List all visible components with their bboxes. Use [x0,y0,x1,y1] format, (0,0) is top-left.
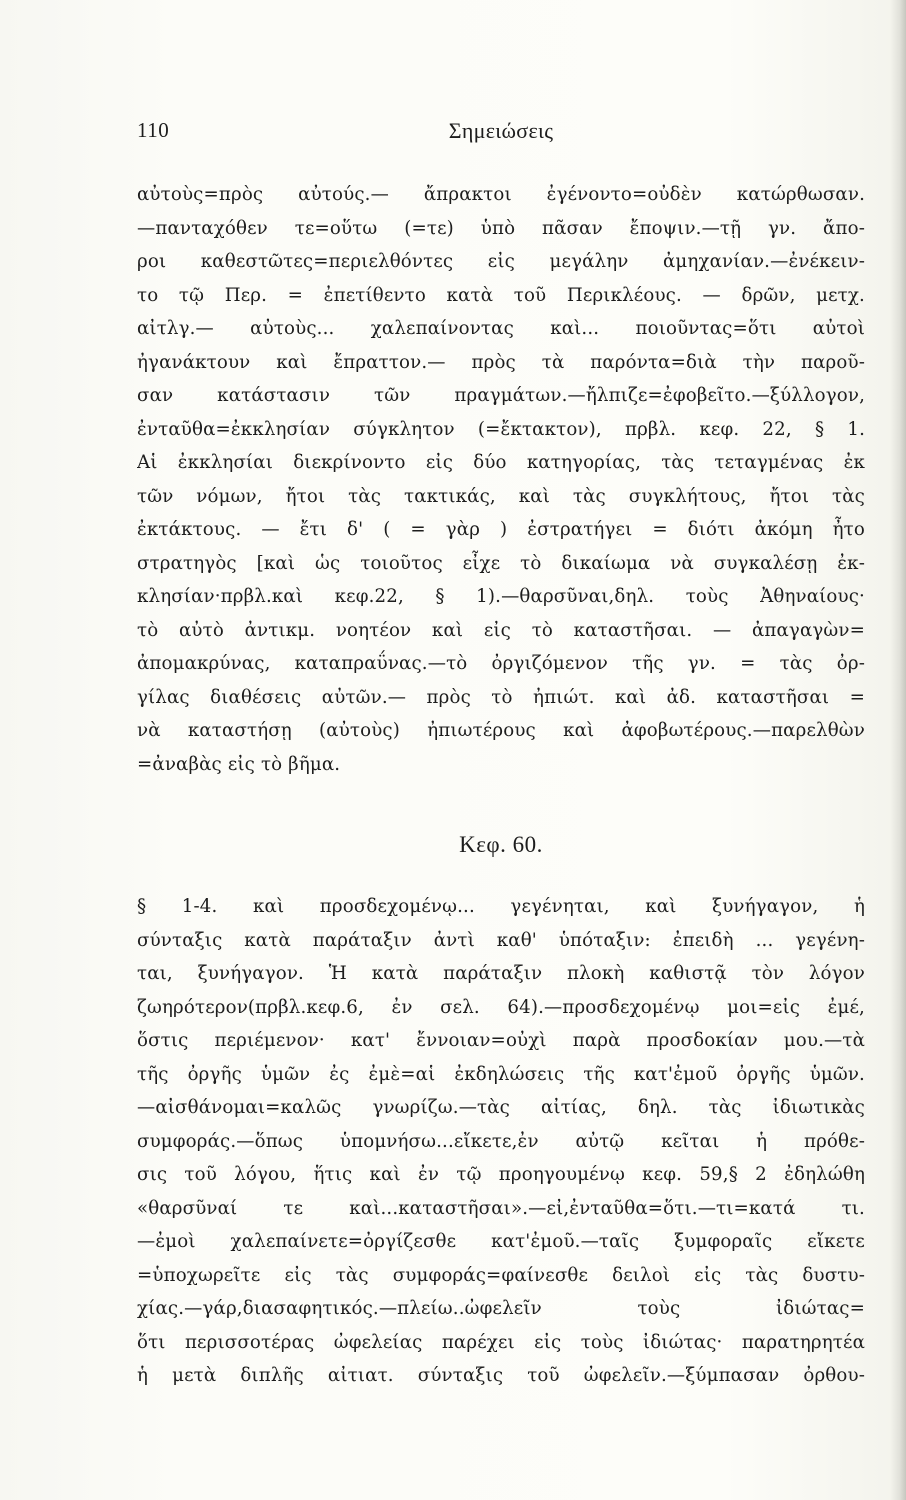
notes-paragraph-2 [137,890,865,1393]
page-edge-shadow [890,0,906,1500]
text-line: =ὑποχωρεῖτε εἰς τὰς συμφοράς=φαίνεσθε δειλοὶ εἰς τὰς δυστυ- [137,1264,865,1286]
text-line: σύνταξις κατὰ παράταξιν ἀντὶ καθ' ὑπόταξιν: ἐπειδὴ ... γεγένη- [137,929,865,951]
text-line: τὸ αὐτὸ ἀντικμ. νοητέον καὶ εἰς τὸ καταστῆσαι. — ἀπαγαγὼν= [137,619,865,641]
text-line: ἀπομακρύνας, καταπραΰνας.—τὸ ὀργιζόμενον τῆς γν. = τὰς ὀρ- [137,653,865,674]
text-line: ἡ μετὰ διπλῆς αἰτιατ. σύνταξις τοῦ ὠφελεῖν.—ξύμπασαν ὀρθου- [137,1365,865,1386]
text-line: στρατηγὸς [καὶ ὡς τοιοῦτος εἶχε τὸ δικαίωμα νὰ συγκαλέσῃ ἐκ- [137,552,865,574]
page-number: 110 [137,118,170,142]
running-title: Σημειώσεις [448,118,554,143]
text-line: συμφοράς.—ὅπως ὑπομνήσω...εἴκετε,ἐν αὐτῷ κεῖται ἡ πρόθε- [137,1130,865,1152]
text-line: ται, ξυνήγαγον. Ἡ κατὰ παράταξιν πλοκὴ καθιστᾷ τὸν λόγον [137,963,865,984]
text-line: αἰτλγ.— αὐτοὺς... χαλεπαίνοντας καὶ... ποιοῦντας=ὅτι αὐτοὶ [137,318,865,339]
text-line: κλησίαν·πρβλ.καὶ κεφ.22, § 1).—θαρσῦναι,δηλ. τοὺς Ἀθηναίους· [137,586,865,607]
text-line: χίας.—γάρ,διασαφητικός.—πλείω..ὠφελεῖν τοὺς ἰδιώτας= [137,1298,865,1319]
text-line: ροι καθεστῶτες=περιελθόντες εἰς μεγάλην ἀμηχανίαν.—ἐνέκειν- [137,251,865,272]
text-line: ἠγανάκτουν καὶ ἔπραττον.— πρὸς τὰ παρόντα=διὰ τὴν παροῦ- [137,351,865,373]
text-line: σις τοῦ λόγου, ἥτις καὶ ἐν τῷ προηγουμένῳ κεφ. 59,§ 2 ἐδηλώθη [137,1164,865,1185]
text-line: ζωηρότερον(πρβλ.κεφ.6, ἐν σελ. 64).—προσδεχομένῳ μοι=εἰς ἐμέ, [137,996,865,1018]
text-line: —ἐμοὶ χαλεπαίνετε=ὀργίζεσθε κατ'ἐμοῦ.—ταῖς ξυμφοραῖς εἴκετε [137,1231,865,1252]
text-line: =ἀναβὰς εἰς τὸ βῆμα. [137,753,341,775]
text-line: τῶν νόμων, ἤτοι τὰς τακτικάς, καὶ τὰς συγκλήτους, ἤτοι τὰς [137,485,865,507]
text-line: —πανταχόθεν τε=οὕτω (=τε) ὑπὸ πᾶσαν ἔποψιν.—τῇ γν. ἄπο- [137,217,865,239]
running-head [137,118,865,152]
text-line: § 1-4. καὶ προσδεχομένῳ... γεγένηται, καὶ ξυνήγαγον, ἡ [137,896,865,917]
text-line: τῆς ὀργῆς ὑμῶν ἐς ἐμὲ=αἱ ἐκδηλώσεις τῆς κατ'ἐμοῦ ὀργῆς ὑμῶν. [137,1063,865,1085]
text-line: ἐκτάκτους. — ἔτι δ' ( = γὰρ ) ἐστρατήγει = διότι ἀκόμη ἦτο [137,519,865,540]
text-line: το τῷ Περ. = ἐπετίθεντο κατὰ τοῦ Περικλέους. — δρῶν, μετχ. [137,284,865,306]
text-line: —αἰσθάνομαι=καλῶς γνωρίζω.—τὰς αἰτίας, δηλ. τὰς ἰδιωτικὰς [137,1097,865,1118]
text-line: σαν κατάστασιν τῶν πραγμάτων.—ἤλπιζε=ἐφοβεῖτο.—ξύλλογον, [137,385,865,406]
notes-paragraph-1 [137,178,865,781]
text-line: αὐτοὺς=πρὸς αὐτούς.— ἄπρακτοι ἐγένοντο=οὐδὲν κατώρθωσαν. [137,184,865,205]
text-line: γίλας διαθέσεις αὐτῶν.— πρὸς τὸ ἠπιώτ. καὶ ἀδ. καταστῆσαι = [137,686,865,708]
text-line: ὅστις περιέμενον· κατ' ἔννοιαν=οὐχὶ παρὰ προσδοκίαν μου.—τὰ [137,1030,865,1051]
chapter-heading: Κεφ. 60. [459,832,543,857]
text-line: Αἱ ἐκκλησίαι διεκρίνοντο εἰς δύο κατηγορίας, τὰς τεταγμένας ἐκ [137,452,865,473]
text-line: «θαρσῦναί τε καὶ...καταστῆσαι».—εἰ,ἐνταῦθα=ὅτι.—τι=κατά τι. [137,1197,865,1219]
text-line: ἐνταῦθα=ἐκκλησίαν σύγκλητον (=ἔκτακτον), πρβλ. κεφ. 22, § 1. [137,418,865,440]
text-line: νὰ καταστήσῃ (αὐτοὺς) ἠπιωτέρους καὶ ἀφοβωτέρους.—παρελθὼν [137,720,865,741]
text-line: ὅτι περισσοτέρας ὠφελείας παρέχει εἰς τοὺς ἰδιώτας· παρατηρητέα [137,1331,865,1353]
